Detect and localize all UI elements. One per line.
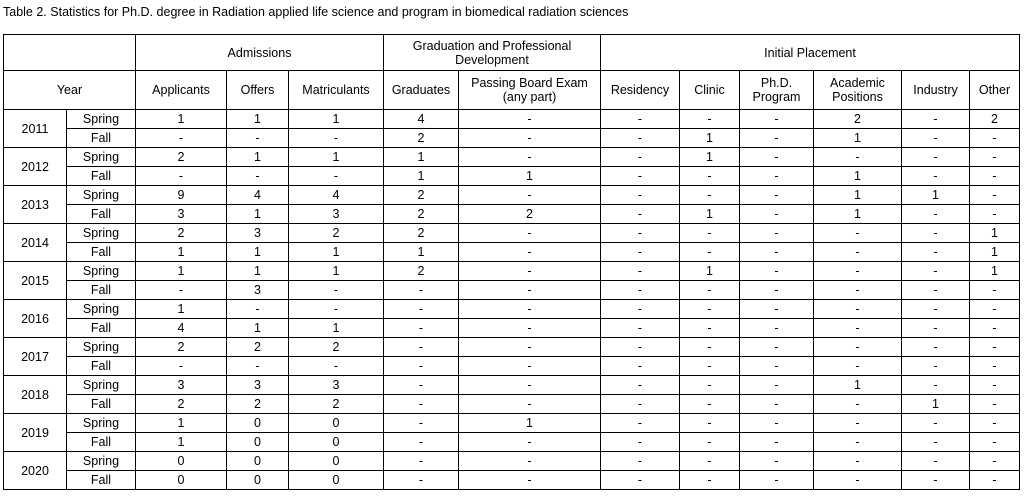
- value-cell: 1: [227, 319, 289, 338]
- value-cell: -: [814, 338, 902, 357]
- value-cell: 1: [227, 148, 289, 167]
- term-cell: Fall: [67, 167, 136, 186]
- term-cell: Spring: [67, 110, 136, 129]
- value-cell: 1: [902, 395, 970, 414]
- value-cell: 3: [289, 376, 384, 395]
- value-cell: 2: [384, 129, 459, 148]
- value-cell: -: [740, 452, 814, 471]
- value-cell: 3: [136, 376, 227, 395]
- value-cell: 1: [227, 243, 289, 262]
- value-cell: -: [814, 433, 902, 452]
- term-cell: Fall: [67, 281, 136, 300]
- value-cell: -: [289, 167, 384, 186]
- value-cell: -: [680, 357, 740, 376]
- term-cell: Fall: [67, 205, 136, 224]
- term-cell: Fall: [67, 129, 136, 148]
- value-cell: -: [459, 357, 601, 376]
- value-cell: 1: [289, 243, 384, 262]
- table-row: [4, 243, 1020, 262]
- value-cell: 2: [227, 338, 289, 357]
- value-cell: -: [680, 376, 740, 395]
- value-cell: -: [384, 452, 459, 471]
- value-cell: -: [680, 110, 740, 129]
- value-cell: -: [970, 167, 1020, 186]
- value-cell: 1: [680, 148, 740, 167]
- term-cell: Fall: [67, 319, 136, 338]
- value-cell: -: [601, 319, 680, 338]
- value-cell: -: [970, 338, 1020, 357]
- value-cell: -: [601, 224, 680, 243]
- value-cell: -: [459, 471, 601, 490]
- value-cell: -: [814, 262, 902, 281]
- table-row: [4, 452, 1020, 471]
- value-cell: 1: [289, 262, 384, 281]
- value-cell: -: [459, 395, 601, 414]
- value-cell: -: [970, 319, 1020, 338]
- value-cell: 1: [680, 129, 740, 148]
- value-cell: 4: [136, 319, 227, 338]
- header-clinic: Clinic: [680, 71, 740, 110]
- value-cell: -: [970, 300, 1020, 319]
- table-row: [4, 395, 1020, 414]
- table-row: [4, 414, 1020, 433]
- value-cell: -: [601, 452, 680, 471]
- value-cell: -: [459, 186, 601, 205]
- value-cell: 3: [136, 205, 227, 224]
- value-cell: -: [289, 300, 384, 319]
- value-cell: -: [740, 262, 814, 281]
- value-cell: -: [814, 357, 902, 376]
- term-cell: Spring: [67, 262, 136, 281]
- value-cell: -: [740, 205, 814, 224]
- value-cell: -: [814, 224, 902, 243]
- value-cell: -: [601, 376, 680, 395]
- value-cell: -: [601, 262, 680, 281]
- value-cell: -: [740, 300, 814, 319]
- term-cell: Spring: [67, 376, 136, 395]
- value-cell: 1: [227, 262, 289, 281]
- value-cell: 1: [680, 205, 740, 224]
- value-cell: 1: [814, 167, 902, 186]
- value-cell: -: [459, 148, 601, 167]
- value-cell: -: [902, 452, 970, 471]
- table-row: [4, 167, 1020, 186]
- header-blank: [4, 35, 136, 71]
- year-cell: 2017: [4, 338, 67, 376]
- value-cell: -: [970, 148, 1020, 167]
- value-cell: -: [970, 414, 1020, 433]
- value-cell: -: [680, 433, 740, 452]
- table-row: [4, 224, 1020, 243]
- value-cell: 1: [814, 129, 902, 148]
- value-cell: 0: [227, 452, 289, 471]
- value-cell: -: [136, 129, 227, 148]
- value-cell: -: [740, 148, 814, 167]
- value-cell: -: [680, 167, 740, 186]
- value-cell: 2: [136, 148, 227, 167]
- value-cell: -: [459, 300, 601, 319]
- value-cell: -: [384, 471, 459, 490]
- header-academic-positions: Academic Positions: [814, 71, 902, 110]
- table-body: [4, 110, 1020, 490]
- value-cell: 3: [227, 281, 289, 300]
- table-row: [4, 433, 1020, 452]
- value-cell: 3: [227, 376, 289, 395]
- value-cell: -: [459, 338, 601, 357]
- value-cell: 1: [459, 414, 601, 433]
- value-cell: 4: [227, 186, 289, 205]
- year-cell: 2020: [4, 452, 67, 490]
- value-cell: 2: [459, 205, 601, 224]
- table-row: [4, 148, 1020, 167]
- value-cell: 2: [384, 262, 459, 281]
- header-other: Other: [970, 71, 1020, 110]
- table-row: [4, 338, 1020, 357]
- header-phd-program: Ph.D. Program: [740, 71, 814, 110]
- value-cell: 1: [384, 148, 459, 167]
- value-cell: -: [289, 281, 384, 300]
- value-cell: -: [902, 148, 970, 167]
- value-cell: -: [902, 110, 970, 129]
- year-cell: 2018: [4, 376, 67, 414]
- table-row: [4, 319, 1020, 338]
- value-cell: -: [459, 319, 601, 338]
- value-cell: 3: [227, 224, 289, 243]
- value-cell: -: [601, 281, 680, 300]
- value-cell: -: [601, 186, 680, 205]
- value-cell: 2: [136, 395, 227, 414]
- value-cell: -: [601, 129, 680, 148]
- value-cell: -: [970, 471, 1020, 490]
- value-cell: -: [814, 148, 902, 167]
- value-cell: -: [902, 319, 970, 338]
- table-caption: Table 2. Statistics for Ph.D. degree in Radiation applied life science and program in biomedical radiation sciences: [3, 5, 629, 19]
- value-cell: -: [136, 281, 227, 300]
- value-cell: -: [459, 433, 601, 452]
- table-row: [4, 357, 1020, 376]
- term-cell: Spring: [67, 338, 136, 357]
- value-cell: -: [740, 167, 814, 186]
- term-cell: Fall: [67, 395, 136, 414]
- value-cell: -: [680, 186, 740, 205]
- value-cell: -: [970, 452, 1020, 471]
- header-residency: Residency: [601, 71, 680, 110]
- value-cell: 1: [384, 243, 459, 262]
- value-cell: 0: [136, 452, 227, 471]
- year-cell: 2013: [4, 186, 67, 224]
- value-cell: -: [601, 357, 680, 376]
- year-cell: 2019: [4, 414, 67, 452]
- value-cell: -: [680, 281, 740, 300]
- table-row: [4, 471, 1020, 490]
- value-cell: -: [680, 224, 740, 243]
- year-cell: 2012: [4, 148, 67, 186]
- year-cell: 2011: [4, 110, 67, 148]
- value-cell: -: [902, 414, 970, 433]
- value-cell: 2: [289, 338, 384, 357]
- value-cell: 1: [384, 167, 459, 186]
- value-cell: -: [384, 414, 459, 433]
- table-row: [4, 205, 1020, 224]
- value-cell: -: [227, 129, 289, 148]
- term-cell: Spring: [67, 414, 136, 433]
- value-cell: -: [601, 205, 680, 224]
- term-cell: Fall: [67, 433, 136, 452]
- value-cell: 1: [136, 110, 227, 129]
- term-cell: Fall: [67, 243, 136, 262]
- value-cell: -: [740, 357, 814, 376]
- header-applicants: Applicants: [136, 71, 227, 110]
- value-cell: -: [970, 357, 1020, 376]
- value-cell: -: [814, 281, 902, 300]
- value-cell: 0: [289, 433, 384, 452]
- value-cell: -: [740, 129, 814, 148]
- value-cell: -: [740, 243, 814, 262]
- value-cell: 9: [136, 186, 227, 205]
- value-cell: 0: [227, 414, 289, 433]
- value-cell: -: [384, 433, 459, 452]
- value-cell: -: [902, 129, 970, 148]
- value-cell: 2: [384, 186, 459, 205]
- table-row: [4, 110, 1020, 129]
- value-cell: 1: [970, 224, 1020, 243]
- term-cell: Spring: [67, 224, 136, 243]
- value-cell: 0: [136, 471, 227, 490]
- value-cell: -: [740, 319, 814, 338]
- value-cell: -: [601, 471, 680, 490]
- value-cell: -: [740, 414, 814, 433]
- value-cell: 0: [289, 452, 384, 471]
- value-cell: 1: [289, 110, 384, 129]
- header-matriculants: Matriculants: [289, 71, 384, 110]
- value-cell: -: [814, 319, 902, 338]
- table-row: [4, 376, 1020, 395]
- value-cell: -: [902, 243, 970, 262]
- value-cell: -: [680, 395, 740, 414]
- value-cell: -: [970, 376, 1020, 395]
- value-cell: 3: [289, 205, 384, 224]
- value-cell: -: [970, 281, 1020, 300]
- value-cell: -: [814, 243, 902, 262]
- term-cell: Spring: [67, 300, 136, 319]
- value-cell: 1: [814, 376, 902, 395]
- value-cell: -: [902, 338, 970, 357]
- value-cell: 2: [136, 224, 227, 243]
- value-cell: -: [601, 167, 680, 186]
- value-cell: -: [814, 395, 902, 414]
- table-row: [4, 186, 1020, 205]
- value-cell: -: [601, 433, 680, 452]
- value-cell: -: [227, 167, 289, 186]
- value-cell: -: [459, 243, 601, 262]
- value-cell: 1: [227, 110, 289, 129]
- value-cell: -: [227, 357, 289, 376]
- value-cell: -: [740, 338, 814, 357]
- value-cell: 2: [970, 110, 1020, 129]
- value-cell: -: [902, 167, 970, 186]
- value-cell: 1: [136, 243, 227, 262]
- value-cell: 2: [384, 205, 459, 224]
- term-cell: Spring: [67, 186, 136, 205]
- header-admissions: Admissions: [136, 35, 384, 71]
- value-cell: -: [601, 338, 680, 357]
- value-cell: -: [902, 205, 970, 224]
- value-cell: -: [970, 129, 1020, 148]
- value-cell: -: [740, 433, 814, 452]
- value-cell: -: [680, 471, 740, 490]
- value-cell: -: [384, 281, 459, 300]
- header-graduates: Graduates: [384, 71, 459, 110]
- table-row: [4, 262, 1020, 281]
- year-cell: 2015: [4, 262, 67, 300]
- header-offers: Offers: [227, 71, 289, 110]
- term-cell: Spring: [67, 452, 136, 471]
- value-cell: -: [459, 110, 601, 129]
- value-cell: 0: [227, 471, 289, 490]
- value-cell: -: [740, 395, 814, 414]
- value-cell: -: [740, 281, 814, 300]
- value-cell: -: [902, 357, 970, 376]
- value-cell: -: [902, 262, 970, 281]
- value-cell: 0: [289, 471, 384, 490]
- value-cell: -: [680, 300, 740, 319]
- value-cell: -: [680, 452, 740, 471]
- term-cell: Fall: [67, 471, 136, 490]
- value-cell: -: [680, 338, 740, 357]
- term-cell: Fall: [67, 357, 136, 376]
- header-graduation: Graduation and Professional Development: [384, 35, 601, 71]
- value-cell: -: [970, 433, 1020, 452]
- table-row: [4, 281, 1020, 300]
- value-cell: -: [384, 319, 459, 338]
- year-cell: 2016: [4, 300, 67, 338]
- value-cell: 1: [136, 300, 227, 319]
- value-cell: -: [680, 319, 740, 338]
- value-cell: -: [384, 395, 459, 414]
- value-cell: -: [680, 414, 740, 433]
- value-cell: 4: [289, 186, 384, 205]
- value-cell: -: [740, 224, 814, 243]
- value-cell: -: [740, 376, 814, 395]
- value-cell: -: [384, 357, 459, 376]
- value-cell: -: [902, 471, 970, 490]
- value-cell: -: [459, 281, 601, 300]
- value-cell: 2: [136, 338, 227, 357]
- value-cell: -: [136, 167, 227, 186]
- value-cell: 1: [227, 205, 289, 224]
- value-cell: 1: [289, 319, 384, 338]
- value-cell: -: [740, 471, 814, 490]
- value-cell: -: [601, 110, 680, 129]
- value-cell: 0: [227, 433, 289, 452]
- value-cell: -: [680, 243, 740, 262]
- value-cell: -: [459, 376, 601, 395]
- value-cell: 2: [227, 395, 289, 414]
- value-cell: -: [459, 452, 601, 471]
- value-cell: 1: [902, 186, 970, 205]
- value-cell: -: [740, 110, 814, 129]
- statistics-table: [3, 34, 1020, 490]
- value-cell: -: [814, 300, 902, 319]
- value-cell: 0: [289, 414, 384, 433]
- table-row: [4, 300, 1020, 319]
- value-cell: 1: [814, 186, 902, 205]
- value-cell: -: [459, 129, 601, 148]
- value-cell: 1: [136, 262, 227, 281]
- value-cell: -: [970, 205, 1020, 224]
- value-cell: -: [902, 433, 970, 452]
- value-cell: -: [970, 186, 1020, 205]
- value-cell: 2: [289, 224, 384, 243]
- header-industry: Industry: [902, 71, 970, 110]
- value-cell: -: [289, 129, 384, 148]
- value-cell: 2: [289, 395, 384, 414]
- value-cell: -: [902, 300, 970, 319]
- value-cell: -: [814, 452, 902, 471]
- value-cell: -: [740, 186, 814, 205]
- term-cell: Spring: [67, 148, 136, 167]
- header-year: Year: [4, 71, 136, 110]
- header-initial-placement: Initial Placement: [601, 35, 1020, 71]
- value-cell: 1: [680, 262, 740, 281]
- value-cell: -: [601, 243, 680, 262]
- value-cell: 1: [814, 205, 902, 224]
- value-cell: 1: [459, 167, 601, 186]
- value-cell: 2: [384, 224, 459, 243]
- value-cell: -: [902, 224, 970, 243]
- value-cell: 1: [970, 243, 1020, 262]
- value-cell: -: [459, 224, 601, 243]
- value-cell: -: [601, 300, 680, 319]
- value-cell: 1: [136, 433, 227, 452]
- value-cell: -: [384, 300, 459, 319]
- value-cell: -: [459, 262, 601, 281]
- value-cell: -: [970, 395, 1020, 414]
- value-cell: -: [902, 376, 970, 395]
- value-cell: 4: [384, 110, 459, 129]
- value-cell: -: [814, 471, 902, 490]
- value-cell: 2: [814, 110, 902, 129]
- value-cell: -: [289, 357, 384, 376]
- table-row: [4, 129, 1020, 148]
- value-cell: -: [601, 395, 680, 414]
- header-passing-board-exam: Passing Board Exam (any part): [459, 71, 601, 110]
- value-cell: -: [814, 414, 902, 433]
- value-cell: -: [902, 281, 970, 300]
- value-cell: -: [601, 414, 680, 433]
- value-cell: -: [601, 148, 680, 167]
- value-cell: -: [136, 357, 227, 376]
- value-cell: 1: [970, 262, 1020, 281]
- value-cell: -: [227, 300, 289, 319]
- year-cell: 2014: [4, 224, 67, 262]
- value-cell: 1: [136, 414, 227, 433]
- value-cell: -: [384, 376, 459, 395]
- value-cell: -: [384, 338, 459, 357]
- value-cell: 1: [289, 148, 384, 167]
